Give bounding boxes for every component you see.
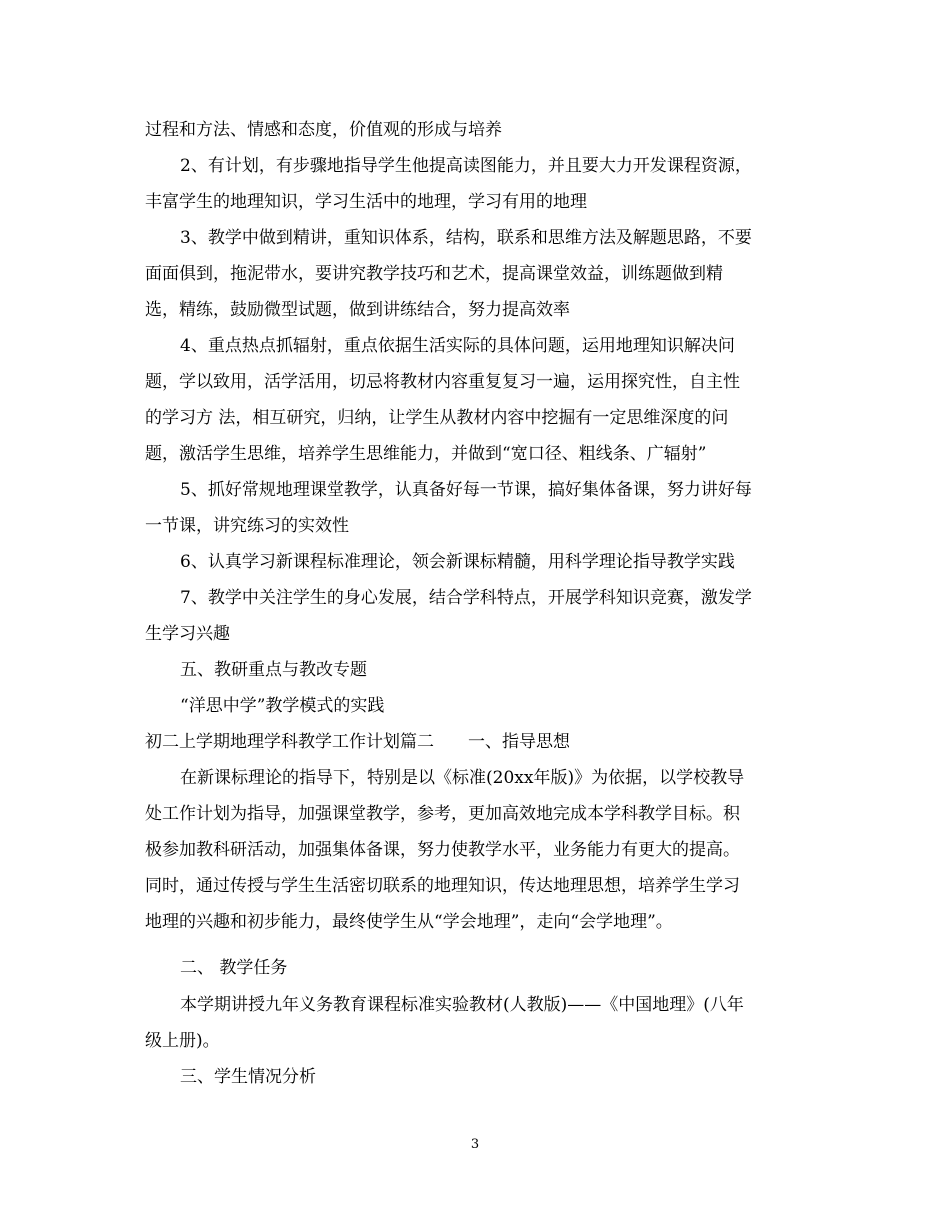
text-line: 本学期讲授九年义务教育课程标准实验教材(人教版)——《中国地理》(八年 [180, 995, 744, 1015]
text-line: 2、有计划，有步骤地指导学生他提高读图能力，并且要大力开发课程资源， [180, 156, 752, 176]
text-line: “洋思中学”教学模式的实践 [180, 696, 385, 716]
section-heading: 初二上学期地理学科教学工作计划篇二 一、指导思想 [145, 732, 570, 752]
text-line: 7、教学中关注学生的身心发展，结合学科特点，开展学科知识竞赛，激发学 [180, 588, 752, 608]
text-line: 4、重点热点抓辐射，重点依据生活实际的具体问题，运用地理知识解决问 [180, 336, 735, 356]
text-line: 级上册)。 [145, 1031, 220, 1051]
section-heading: 二、 教学任务 [180, 958, 288, 978]
text-line: 过程和方法、情感和态度，价值观的形成与培养 [145, 120, 502, 140]
text-line: 面面俱到，拖泥带水，要讲究教学技巧和艺术，提高课堂效益，训练题做到精 [145, 264, 723, 284]
text-line: 在新课标理论的指导下，特别是以《标准(20xx年版)》为依据，以学校教导 [180, 768, 745, 788]
text-line: 同时，通过传授与学生生活密切联系的地理知识，传达地理思想，培养学生学习 [145, 876, 740, 896]
page-number: 3 [470, 1137, 480, 1152]
text-line: 地理的兴趣和初步能力，最终使学生从“学会地理”，走向“会学地理”。 [145, 912, 673, 932]
section-heading: 五、教研重点与教改专题 [180, 660, 367, 680]
text-line: 5、抓好常规地理课堂教学，认真备好每一节课，搞好集体备课，努力讲好每 [180, 480, 752, 500]
text-line: 一节课，讲究练习的实效性 [145, 516, 349, 536]
text-line: 选，精练，鼓励微型试题，做到讲练结合，努力提高效率 [145, 300, 570, 320]
text-line: 3、教学中做到精讲，重知识体系，结构，联系和思维方法及解题思路，不要 [180, 228, 752, 248]
text-line: 6、认真学习新课程标准理论，领会新课标精髓，用科学理论指导教学实践 [180, 552, 735, 572]
text-line: 题，激活学生思维，培养学生思维能力，并做到“宽口径、粗线条、广辐射” [145, 444, 707, 464]
section-heading: 三、学生情况分析 [180, 1067, 316, 1087]
text-line: 题，学以致用，活学活用，切忌将教材内容重复复习一遍，运用探究性，自主性 [145, 372, 740, 392]
text-line: 处工作计划为指导，加强课堂教学，参考，更加高效地完成本学科教学目标。积 [145, 804, 740, 824]
text-line: 极参加教科研活动，加强集体备课，努力使教学水平，业务能力有更大的提高。 [145, 840, 740, 860]
text-line: 生学习兴趣 [145, 624, 230, 644]
text-line: 的学习方 法，相互研究，归纳，让学生从教材内容中挖掘有一定思维深度的问 [145, 408, 729, 428]
text-line: 丰富学生的地理知识，学习生活中的地理，学习有用的地理 [145, 192, 587, 212]
